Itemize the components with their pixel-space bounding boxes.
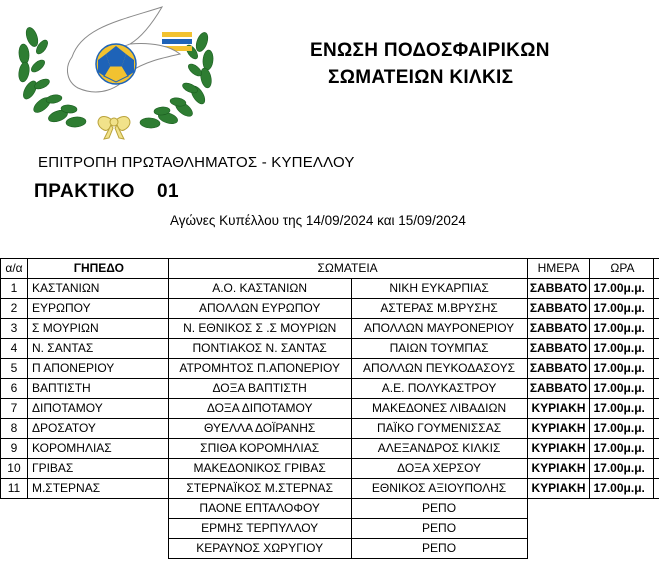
table-row bbox=[1, 399, 659, 419]
table-row bbox=[1, 279, 659, 299]
empty-cell bbox=[1, 519, 28, 539]
row-extra-cell bbox=[654, 319, 659, 339]
bye-team: ΚΕΡΑΥΝΟΣ ΧΩΡΥΓΙΟΥ bbox=[168, 539, 351, 559]
row-day: ΚΥΡΙΑΚΗ bbox=[527, 459, 590, 479]
row-away-team: ΠΑΪΚΟ ΓΟΥΜΕΝΙΣΣΑΣ bbox=[351, 419, 527, 439]
row-away-team: ΜΑΚΕΔΟΝΕΣ ΛΙΒΑΔΙΩΝ bbox=[351, 399, 527, 419]
row-extra-cell bbox=[654, 419, 659, 439]
row-number: 5 bbox=[1, 359, 28, 379]
bye-row bbox=[1, 539, 659, 559]
row-day: ΣΑΒΒΑΤΟ bbox=[527, 379, 590, 399]
row-extra-cell bbox=[654, 479, 659, 499]
row-number: 2 bbox=[1, 299, 28, 319]
row-extra-cell bbox=[654, 279, 659, 299]
row-ground: ΚΑΣΤΑΝΙΩΝ bbox=[27, 279, 168, 299]
committee-name: ΕΠΙΤΡΟΠΗ ΠΡΩΤΑΘΛΗΜΑΤΟΣ - ΚΥΠΕΛΛΟΥ bbox=[38, 154, 355, 171]
federation-title-line1: ΕΝΩΣΗ ΠΟΔΟΣΦΑΙΡΙΚΩΝ bbox=[310, 40, 550, 61]
row-ground: Μ.ΣΤΕΡΝΑΣ bbox=[27, 479, 168, 499]
row-ground: ΒΑΠΤΙΣΤΗ bbox=[27, 379, 168, 399]
table-row bbox=[1, 439, 659, 459]
header-teams: ΣΩΜΑΤΕΙΑ bbox=[168, 259, 527, 279]
row-day: ΚΥΡΙΑΚΗ bbox=[527, 479, 590, 499]
row-ground: Ν. ΣΑΝΤΑΣ bbox=[27, 339, 168, 359]
row-ground: ΔΙΠΟΤΑΜΟΥ bbox=[27, 399, 168, 419]
row-extra-cell bbox=[654, 379, 659, 399]
header-no: α/α bbox=[1, 259, 28, 279]
federation-title-line2: ΣΩΜΑΤΕΙΩΝ ΚΙΛΚΙΣ bbox=[328, 67, 514, 88]
row-extra-cell bbox=[654, 339, 659, 359]
row-number: 4 bbox=[1, 339, 28, 359]
row-day: ΚΥΡΙΑΚΗ bbox=[527, 399, 590, 419]
empty-cell bbox=[1, 539, 28, 559]
bye-row bbox=[1, 519, 659, 539]
bye-row bbox=[1, 499, 659, 519]
header-time: ΩΡΑ bbox=[590, 259, 654, 279]
row-extra-cell bbox=[654, 439, 659, 459]
row-home-team: ΑΤΡΟΜΗΤΟΣ Π.ΑΠΟΝΕΡΙΟΥ bbox=[168, 359, 351, 379]
row-home-team: ΔΟΞΑ ΔΙΠΟΤΑΜΟΥ bbox=[168, 399, 351, 419]
row-time: 17.00μ.μ. bbox=[590, 459, 654, 479]
table-row bbox=[1, 459, 659, 479]
row-home-team: ΑΠΟΛΛΩΝ ΕΥΡΩΠΟΥ bbox=[168, 299, 351, 319]
row-time: 17.00μ.μ. bbox=[590, 399, 654, 419]
row-time: 17.00μ.μ. bbox=[590, 419, 654, 439]
federation-logo-icon bbox=[12, 2, 217, 140]
row-number: 8 bbox=[1, 419, 28, 439]
row-home-team: ΜΑΚΕΔΟΝΙΚΟΣ ΓΡΙΒΑΣ bbox=[168, 459, 351, 479]
header-extra-cell bbox=[654, 259, 659, 279]
row-ground: Σ ΜΟΥΡΙΩΝ bbox=[27, 319, 168, 339]
row-day: ΚΥΡΙΑΚΗ bbox=[527, 439, 590, 459]
row-extra-cell bbox=[654, 459, 659, 479]
row-day: ΣΑΒΒΑΤΟ bbox=[527, 299, 590, 319]
row-extra-cell bbox=[654, 299, 659, 319]
table-header-row bbox=[1, 259, 659, 279]
row-number: 9 bbox=[1, 439, 28, 459]
minutes-heading bbox=[34, 181, 179, 203]
fixtures-table bbox=[0, 258, 659, 559]
row-away-team: ΕΘΝΙΚΟΣ ΑΞΙΟΥΠΟΛΗΣ bbox=[351, 479, 527, 499]
row-ground: Π ΑΠΟΝΕΡΙΟΥ bbox=[27, 359, 168, 379]
row-time: 17.00μ.μ. bbox=[590, 299, 654, 319]
bye-status: ΡΕΠΟ bbox=[351, 539, 527, 559]
row-number: 7 bbox=[1, 399, 28, 419]
row-away-team: Α.Ε. ΠΟΛΥΚΑΣΤΡΟΥ bbox=[351, 379, 527, 399]
empty-cell bbox=[527, 499, 590, 519]
empty-cell bbox=[654, 519, 659, 539]
row-day: ΣΑΒΒΑΤΟ bbox=[527, 339, 590, 359]
empty-cell bbox=[654, 539, 659, 559]
row-day: ΣΑΒΒΑΤΟ bbox=[527, 319, 590, 339]
row-ground: ΓΡΙΒΑΣ bbox=[27, 459, 168, 479]
row-time: 17.00μ.μ. bbox=[590, 479, 654, 499]
bye-team: ΕΡΜΗΣ ΤΕΡΠΥΛΛΟΥ bbox=[168, 519, 351, 539]
minutes-label: ΠΡΑΚΤΙΚΟ bbox=[34, 181, 135, 202]
empty-cell bbox=[27, 539, 168, 559]
row-away-team: ΝΙΚΗ ΕΥΚΑΡΠΙΑΣ bbox=[351, 279, 527, 299]
empty-cell bbox=[590, 519, 654, 539]
table-row bbox=[1, 339, 659, 359]
row-home-team: ΣΠΙΘΑ ΚΟΡΟΜΗΛΙΑΣ bbox=[168, 439, 351, 459]
matchdays-text: Αγώνες Κυπέλλου της 14/09/2024 και 15/09/2024 bbox=[170, 213, 466, 228]
bye-status: ΡΕΠΟ bbox=[351, 499, 527, 519]
row-number: 11 bbox=[1, 479, 28, 499]
row-time: 17.00μ.μ. bbox=[590, 279, 654, 299]
header-day: ΗΜΕΡΑ bbox=[527, 259, 590, 279]
table-row bbox=[1, 359, 659, 379]
table-row bbox=[1, 319, 659, 339]
row-ground: ΚΟΡΟΜΗΛΙΑΣ bbox=[27, 439, 168, 459]
row-away-team: ΑΠΟΛΛΩΝ ΠΕΥΚΟΔΑΣΟΥΣ bbox=[351, 359, 527, 379]
empty-cell bbox=[1, 499, 28, 519]
empty-cell bbox=[27, 519, 168, 539]
bye-status: ΡΕΠΟ bbox=[351, 519, 527, 539]
row-home-team: Α.Ο. ΚΑΣΤΑΝΙΩΝ bbox=[168, 279, 351, 299]
row-home-team: ΠΟΝΤΙΑΚΟΣ Ν. ΣΑΝΤΑΣ bbox=[168, 339, 351, 359]
empty-cell bbox=[527, 519, 590, 539]
row-time: 17.00μ.μ. bbox=[590, 439, 654, 459]
row-away-team: ΔΟΞΑ ΧΕΡΣΟΥ bbox=[351, 459, 527, 479]
row-time: 17.00μ.μ. bbox=[590, 339, 654, 359]
row-extra-cell bbox=[654, 359, 659, 379]
row-day: ΣΑΒΒΑΤΟ bbox=[527, 359, 590, 379]
table-row bbox=[1, 379, 659, 399]
row-day: ΚΥΡΙΑΚΗ bbox=[527, 419, 590, 439]
table-row bbox=[1, 479, 659, 499]
row-number: 1 bbox=[1, 279, 28, 299]
table-row bbox=[1, 299, 659, 319]
empty-cell bbox=[590, 499, 654, 519]
row-number: 10 bbox=[1, 459, 28, 479]
empty-cell bbox=[27, 499, 168, 519]
row-ground: ΔΡΟΣΑΤΟΥ bbox=[27, 419, 168, 439]
row-ground: ΕΥΡΩΠΟΥ bbox=[27, 299, 168, 319]
row-number: 3 bbox=[1, 319, 28, 339]
row-home-team: ΣΤΕΡΝΑΪΚΟΣ Μ.ΣΤΕΡΝΑΣ bbox=[168, 479, 351, 499]
row-time: 17.00μ.μ. bbox=[590, 319, 654, 339]
header-ground: ΓΗΠΕΔΟ bbox=[27, 259, 168, 279]
row-extra-cell bbox=[654, 399, 659, 419]
row-home-team: Ν. ΕΘΝΙΚΟΣ Σ .Σ ΜΟΥΡΙΩΝ bbox=[168, 319, 351, 339]
empty-cell bbox=[654, 499, 659, 519]
table-row bbox=[1, 419, 659, 439]
row-home-team: ΘΥΕΛΛΑ ΔΟΪΡΑΝΗΣ bbox=[168, 419, 351, 439]
row-number: 6 bbox=[1, 379, 28, 399]
bye-team: ΠΑΟΝΕ ΕΠΤΑΛΟΦΟΥ bbox=[168, 499, 351, 519]
row-time: 17.00μ.μ. bbox=[590, 379, 654, 399]
row-time: 17.00μ.μ. bbox=[590, 359, 654, 379]
row-away-team: ΠΑΙΩΝ ΤΟΥΜΠΑΣ bbox=[351, 339, 527, 359]
row-away-team: ΑΠΟΛΛΩΝ ΜΑΥΡΟΝΕΡΙΟΥ bbox=[351, 319, 527, 339]
row-day: ΣΑΒΒΑΤΟ bbox=[527, 279, 590, 299]
row-away-team: ΑΣΤΕΡΑΣ Μ.ΒΡΥΣΗΣ bbox=[351, 299, 527, 319]
minutes-number: 01 bbox=[156, 181, 180, 202]
row-away-team: ΑΛΕΞΑΝΔΡΟΣ ΚΙΛΚΙΣ bbox=[351, 439, 527, 459]
row-home-team: ΔΟΞΑ ΒΑΠΤΙΣΤΗ bbox=[168, 379, 351, 399]
empty-cell bbox=[590, 539, 654, 559]
empty-cell bbox=[527, 539, 590, 559]
